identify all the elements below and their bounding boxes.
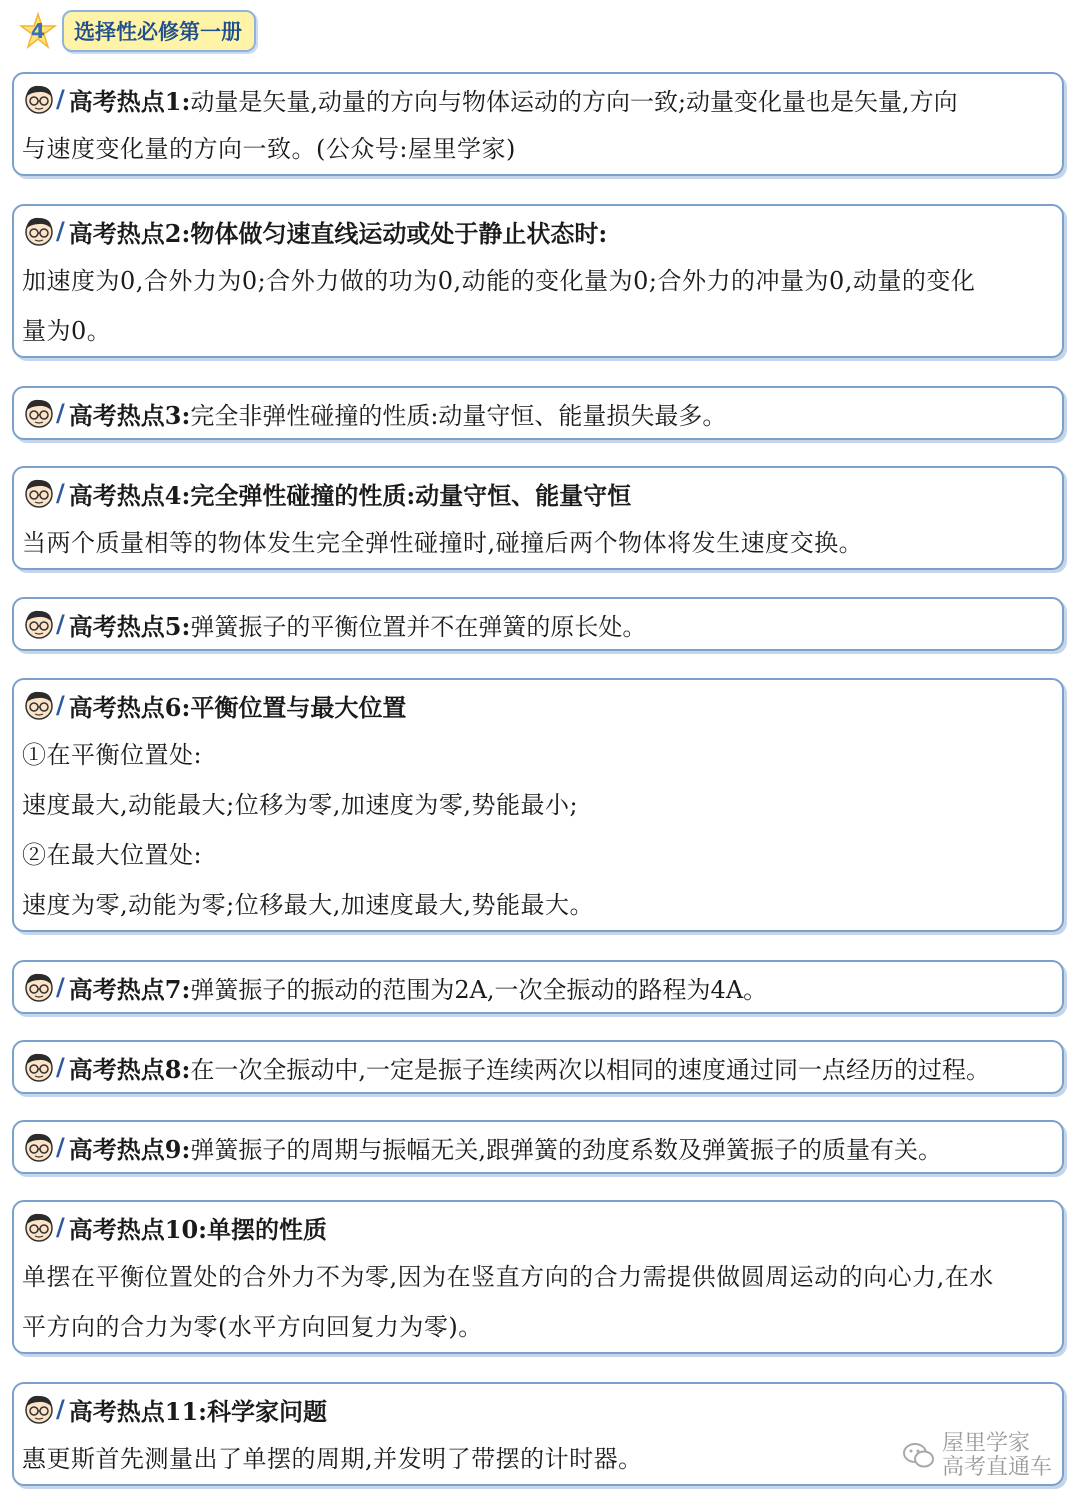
hotspot-body-line: 速度最大,动能最大;位移为零,加速度为零,势能最小; [22, 791, 579, 819]
hotspot-label: 高考热点10: [68, 1214, 208, 1244]
hotspot-card [12, 678, 1064, 932]
slash-icon: / [56, 1395, 65, 1423]
hotspot-content: 弹簧振子的振动的范围为2A,一次全振动的路程为4A。 [190, 975, 768, 1004]
slash-icon: / [56, 973, 65, 1001]
hotspot-content: 弹簧振子的周期与振幅无关,跟弹簧的劲度系数及弹簧振子的质量有关。 [190, 1135, 942, 1164]
hotspot-heading [22, 388, 1054, 438]
hotspot-body-line: 当两个质量相等的物体发生完全弹性碰撞时,碰撞后两个物体将发生速度交换。 [22, 529, 864, 557]
hotspot-label: 高考热点4: [68, 480, 191, 510]
chapter-header [18, 10, 256, 52]
hotspot-content: 在一次全振动中,一定是振子连续两次以相同的速度通过同一点经历的过程。 [190, 1055, 990, 1084]
hotspot-label: 高考热点3: [68, 400, 191, 430]
watermark-line2: 高考直通车 [941, 1455, 1052, 1480]
slash-icon: / [56, 85, 65, 113]
hotspot-card [12, 597, 1064, 651]
hotspot-heading [22, 468, 1054, 518]
hotspot-content: 完全非弹性碰撞的性质:动量守恒、能量损失最多。 [190, 401, 727, 430]
student-avatar-icon [22, 396, 56, 430]
hotspot-heading [22, 1122, 1054, 1172]
hotspot-card [12, 960, 1064, 1014]
hotspot-content: 科学家问题 [207, 1396, 328, 1426]
student-avatar-icon [22, 607, 56, 641]
hotspot-label: 高考热点7: [68, 974, 191, 1004]
hotspot-card [12, 386, 1064, 440]
hotspot-heading [22, 206, 1054, 256]
hotspot-heading [22, 1384, 1054, 1434]
slash-icon: / [56, 1053, 65, 1081]
hotspot-content: 弹簧振子的平衡位置并不在弹簧的原长处。 [190, 612, 647, 641]
student-avatar-icon [22, 1210, 56, 1244]
hotspot-body-line: ①在平衡位置处: [22, 741, 203, 769]
watermark-line1: 屋里学家 [941, 1431, 1030, 1456]
hotspot-content: 单摆的性质 [207, 1214, 328, 1244]
hotspot-card [12, 1040, 1064, 1094]
hotspot-label: 高考热点1: [68, 86, 191, 116]
slash-icon: / [56, 217, 65, 245]
hotspot-heading [22, 962, 1054, 1012]
student-avatar-icon [22, 1130, 56, 1164]
hotspot-content: 平衡位置与最大位置 [190, 692, 407, 722]
student-avatar-icon [22, 1050, 56, 1084]
watermark [902, 1432, 1052, 1480]
hotspot-body-line: 单摆在平衡位置处的合外力不为零,因为在竖直方向的合力需提供做圆周运动的向心力,在水 [22, 1263, 994, 1291]
slash-icon: / [56, 1213, 65, 1241]
slash-icon: / [56, 691, 65, 719]
hotspot-content: 动量是矢量,动量的方向与物体运动的方向一致;动量变化量也是矢量,方向 [190, 87, 958, 116]
hotspot-heading [22, 1042, 1054, 1092]
student-avatar-icon [22, 1392, 56, 1426]
hotspot-body-line: 平方向的合力为零(水平方向回复力为零)。 [22, 1313, 483, 1341]
hotspot-heading [22, 599, 1054, 649]
hotspot-label: 高考热点6: [68, 692, 191, 722]
chapter-number: 4 [31, 19, 45, 43]
hotspot-heading [22, 74, 1054, 124]
hotspot-body-line: 与速度变化量的方向一致。(公众号:屋里学家) [22, 135, 516, 163]
hotspot-label: 高考热点11: [68, 1396, 208, 1426]
hotspot-label: 高考热点8: [68, 1054, 191, 1084]
student-avatar-icon [22, 688, 56, 722]
hotspot-card [12, 466, 1064, 570]
student-avatar-icon [22, 82, 56, 116]
slash-icon: / [56, 1133, 65, 1161]
hotspot-heading [22, 680, 1054, 730]
hotspot-content: 物体做匀速直线运动或处于静止状态时: [190, 218, 608, 248]
hotspot-body-line: ②在最大位置处: [22, 841, 203, 869]
student-avatar-icon [22, 214, 56, 248]
hotspot-body-line: 惠更斯首先测量出了单摆的周期,并发明了带摆的计时器。 [22, 1445, 643, 1473]
hotspot-card [12, 1120, 1064, 1174]
slash-icon: / [56, 399, 65, 427]
hotspot-heading [22, 1202, 1054, 1252]
wechat-icon [902, 1441, 936, 1471]
slash-icon: / [56, 610, 65, 638]
hotspot-card [12, 1200, 1064, 1354]
hotspot-body-line: 量为0。 [22, 317, 112, 345]
hotspot-body-line: 速度为零,动能为零;位移最大,加速度最大,势能最大。 [22, 891, 594, 919]
hotspot-card [12, 204, 1064, 358]
hotspot-label: 高考热点9: [68, 1134, 191, 1164]
hotspot-card [12, 72, 1064, 176]
slash-icon: / [56, 479, 65, 507]
hotspot-label: 高考热点5: [68, 611, 191, 641]
hotspot-label: 高考热点2: [68, 218, 191, 248]
student-avatar-icon [22, 476, 56, 510]
student-avatar-icon [22, 970, 56, 1004]
chapter-badge [18, 11, 58, 51]
chapter-title: 选择性必修第一册 [62, 10, 256, 52]
hotspot-body-line: 加速度为0,合外力为0;合外力做的功为0,动能的变化量为0;合外力的冲量为0,动量的变化 [22, 267, 976, 295]
hotspot-content: 完全弹性碰撞的性质:动量守恒、能量守恒 [190, 480, 632, 510]
